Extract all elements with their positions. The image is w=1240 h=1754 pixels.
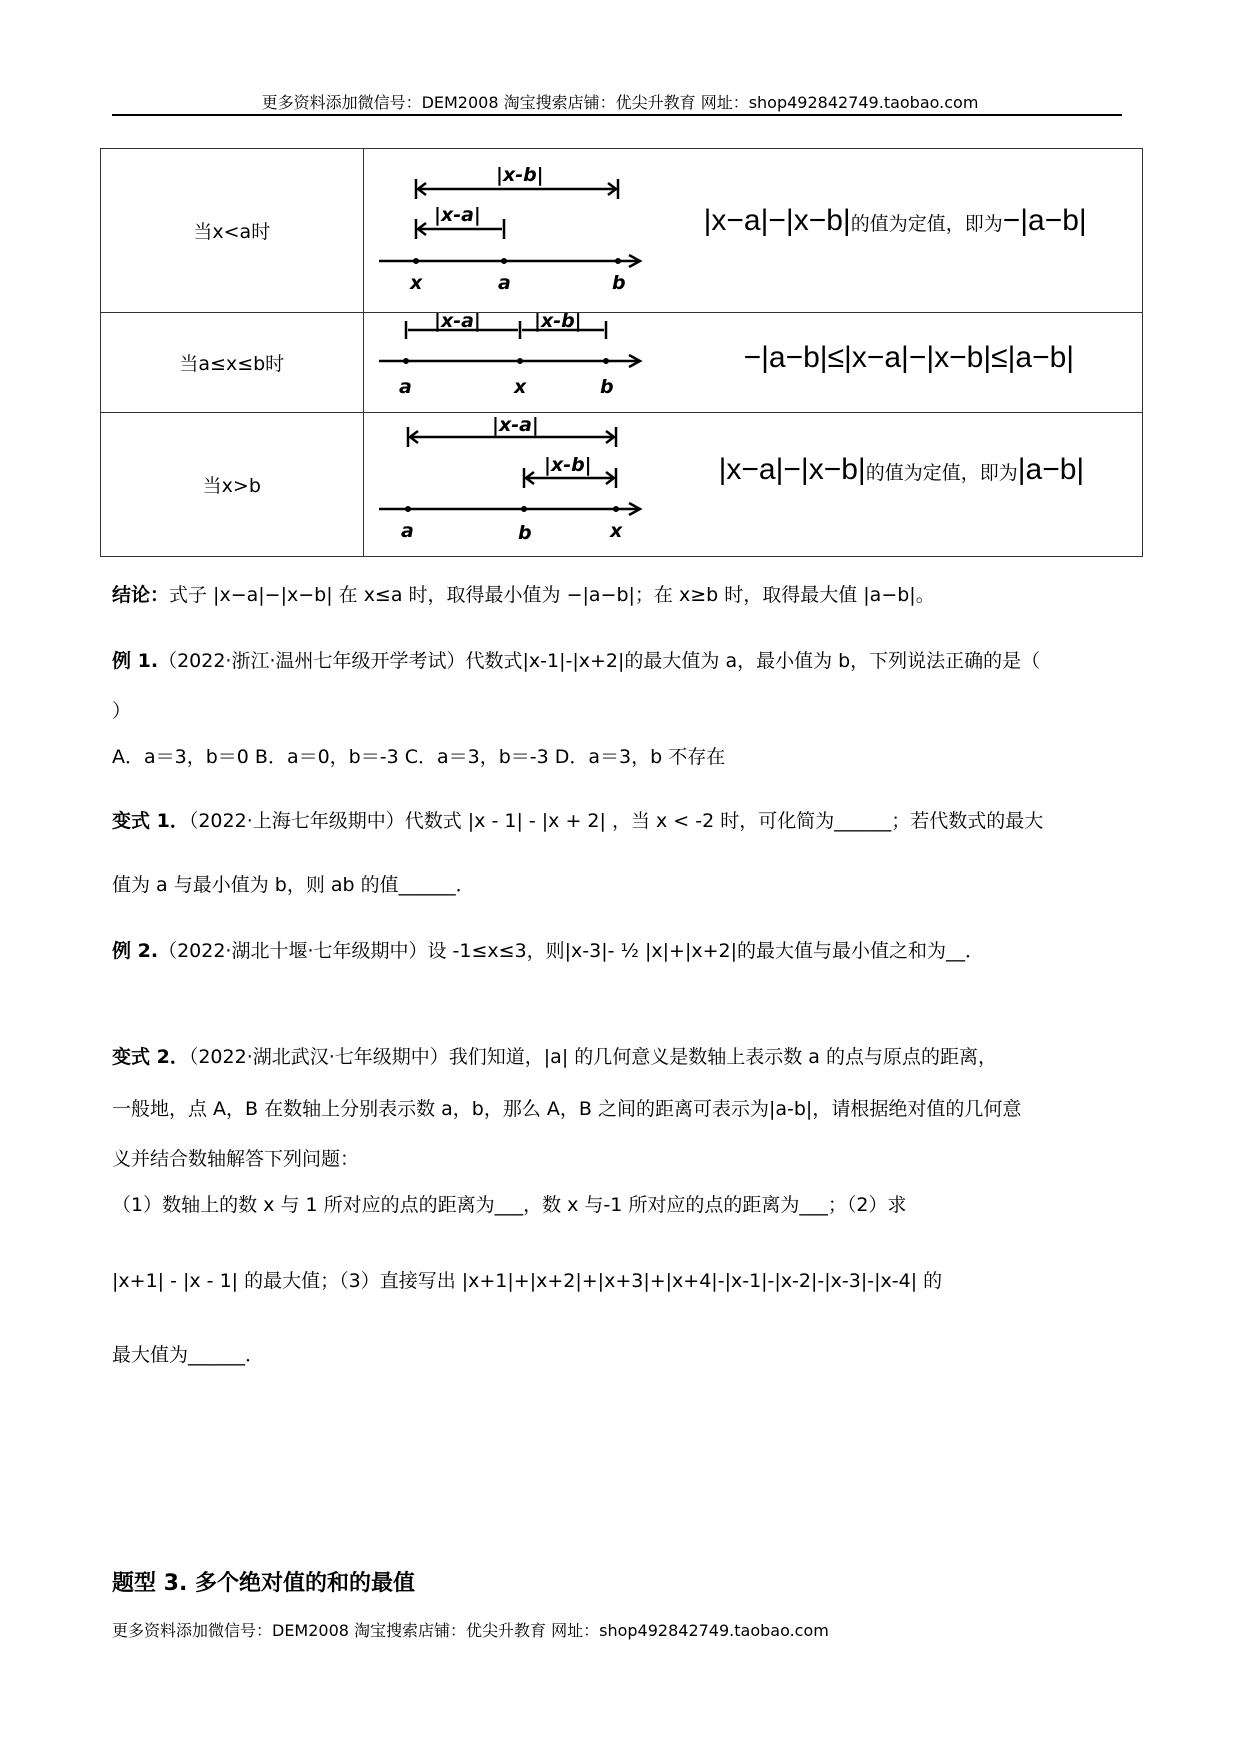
variant-2-line4: （1）数轴上的数 x 与 1 所对应的点的距离为___，数 x 与-1 所对应的点的距离为___；（2）求 [112,1194,907,1216]
example-text: （2022·湖北十堰·七年级期中）设 -1≤x≤3，则|x-3|- ½ |x|+|x+2|的最大值与最小值之和为__． [158,940,985,962]
variant-text: （2022·湖北武汉·七年级期中）我们知道，|a| 的几何意义是数轴上表示数 a 的点与原点的距离， [188,1046,997,1068]
diagram-label: |x-a| [433,204,481,226]
conclusion-label: 结论： [112,584,170,606]
cases-table [100,148,1143,557]
diagram-label: x [513,376,526,398]
table-row [101,413,1143,557]
variant-2 [112,1042,997,1069]
variant-2-line2: 一般地，点 A，B 在数轴上分别表示数 a，b，那么 A，B 之间的距离可表示为|a-b|，请根据绝对值的几何意 [112,1098,1022,1120]
result-value: −|a−b| [1002,204,1087,237]
diagram-label: |x-b| [533,313,582,332]
diagram-label: b [517,522,532,544]
diagram-label: a [497,272,511,294]
variant-1-line2: 值为 a 与最小值为 b，则 ab 的值______． [112,874,475,896]
page-header: 更多资料添加微信号：DEM2008 淘宝搜索店铺：优尖升教育 网址：shop492842749.taobao.com [261,93,979,112]
diagram-label: a [400,520,414,542]
case-condition: 当a≤x≤b时 [101,313,364,413]
header-divider [112,114,1122,116]
number-line-diagram [374,149,684,309]
table-row [101,149,1143,313]
variant-2-line6: 最大值为______． [112,1344,265,1366]
table-row [101,313,1143,413]
number-line-diagram [374,413,684,553]
result-expression: |x−a|−|x−b| [718,453,866,486]
variant-label: 变式 1． [112,810,189,832]
variant-1 [112,806,1043,833]
variant-label: 变式 2． [112,1046,189,1068]
case-condition: 当x>b [101,413,364,557]
case-condition: 当x<a时 [101,149,364,313]
result-expression: |x−a|−|x−b| [703,204,851,237]
diagram-label: x [609,520,622,542]
number-line-diagram [374,313,684,413]
result-value: |a−b| [1017,453,1085,486]
result-text: 的值为定值，即为 [865,462,1018,484]
diagram-label: a [398,376,412,398]
conclusion [112,580,935,607]
result-text: 的值为定值，即为 [850,213,1003,235]
conclusion-text: 式子 |x−a|−|x−b| 在 x≤a 时，取得最小值为 −|a−b|；在 x≥b 时，取得最大值 |a−b|。 [169,584,935,606]
result-expression: −|a−b|≤|x−a|−|x−b|≤|a−b| [743,341,1075,374]
example-1-close: ） [112,700,132,722]
diagram-label: b [599,376,614,398]
diagram-label: |x-a| [491,414,539,436]
diagram-label: |x-a| [433,313,481,332]
diagram-label: |x-b| [495,164,544,186]
example-label: 例 2. [112,940,159,962]
variant-2-line5: |x+1| - |x - 1| 的最大值；（3）直接写出 |x+1|+|x+2|+|x+3|+|x+4|-|x-1|-|x-2|-|x-3|-|x-4| 的 [112,1270,943,1292]
variant-text: （2022·上海七年级期中）代数式 |x - 1| - |x + 2| ，当 x < -2 时，可化简为______；若代数式的最大 [188,810,1044,832]
example-2 [112,936,984,963]
diagram-label: x [409,272,422,294]
variant-2-line3: 义并结合数轴解答下列问题： [112,1148,360,1170]
diagram-label: |x-b| [543,454,592,476]
diagram-label: b [611,272,626,294]
example-1 [112,646,1040,673]
example-1-options: A．a＝3，b＝0 B．a＝0，b＝-3 C．a＝3，b＝-3 D．a＝3，b 不存在 [112,746,726,768]
section-heading: 题型 3. 多个绝对值的和的最值 [112,1571,415,1596]
page-footer: 更多资料添加微信号：DEM2008 淘宝搜索店铺：优尖升教育 网址：shop492842749.taobao.com [112,1621,829,1640]
example-text: （2022·浙江·温州七年级开学考试）代数式|x-1|-|x+2|的最大值为 a，最小值为 b，下列说法正确的是（ [158,650,1041,672]
example-label: 例 1. [112,650,159,672]
